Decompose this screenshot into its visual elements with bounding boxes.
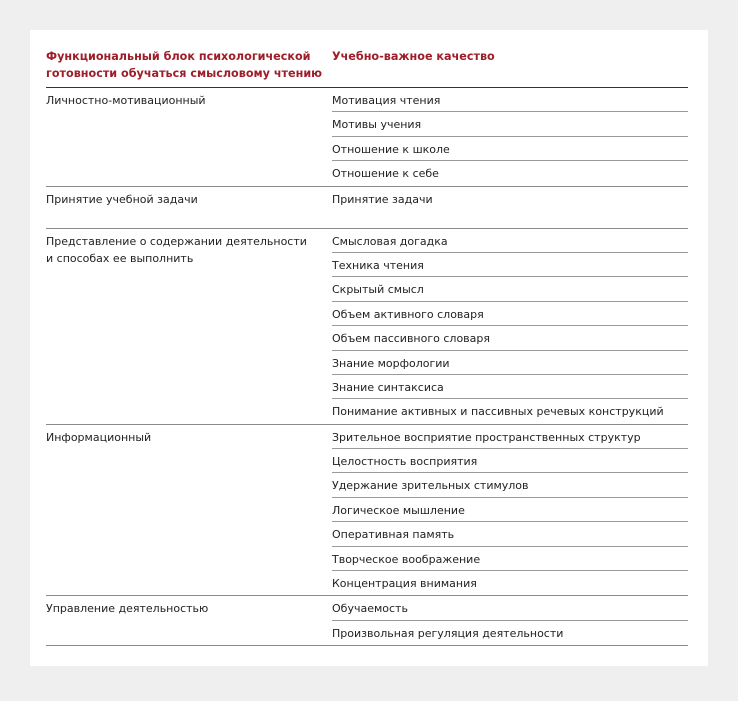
group-items bbox=[332, 187, 688, 228]
list-item: Зрительное восприятие пространственных структур bbox=[332, 425, 688, 449]
group-name: Представление о содержании деятельности и способах ее выполнить bbox=[46, 234, 307, 265]
header-learning-quality: Учебно-важное качество bbox=[332, 50, 495, 63]
table-group bbox=[46, 425, 688, 597]
list-item: Удержание зрительных стимулов bbox=[332, 473, 688, 497]
list-item: Техника чтения bbox=[332, 253, 688, 277]
group-items bbox=[332, 596, 688, 645]
list-item: Отношение к себе bbox=[332, 167, 439, 181]
table-group bbox=[46, 596, 688, 646]
group-items bbox=[332, 229, 688, 424]
list-item: Оперативная память bbox=[332, 522, 688, 546]
list-item: Обучаемость bbox=[332, 596, 688, 620]
group-name: Информационный bbox=[46, 430, 152, 444]
group-name: Принятие учебной задачи bbox=[46, 192, 198, 206]
list-item: Логическое мышление bbox=[332, 498, 688, 522]
list-item: Творческое воображение bbox=[332, 547, 688, 571]
list-item: Целостность восприятия bbox=[332, 449, 688, 473]
table-group bbox=[46, 229, 688, 425]
list-item: Знание синтаксиса bbox=[332, 375, 688, 399]
list-item: Объем активного словаря bbox=[332, 302, 688, 326]
list-item: Скрытый смысл bbox=[332, 277, 688, 301]
list-item: Концентрация внимания bbox=[332, 577, 477, 591]
table-card bbox=[30, 30, 708, 666]
list-item: Произвольная регуляция деятельности bbox=[332, 626, 564, 640]
group-items bbox=[332, 425, 688, 596]
group-name: Личностно-мотивационный bbox=[46, 94, 206, 107]
table-header bbox=[46, 48, 688, 88]
table-group bbox=[46, 187, 688, 229]
list-item: Объем пассивного словаря bbox=[332, 326, 688, 350]
list-item: Принятие задачи bbox=[332, 192, 433, 206]
list-item: Знание морфологии bbox=[332, 351, 688, 375]
list-item: Смысловая догадка bbox=[332, 229, 688, 253]
group-items bbox=[332, 88, 688, 186]
list-item: Понимание активных и пассивных речевых конструкций bbox=[332, 405, 664, 419]
header-functional-block: Функциональный блок психологической готовности обучаться смысловому чтению bbox=[46, 50, 323, 80]
list-item: Мотивация чтения bbox=[332, 88, 688, 112]
list-item: Мотивы учения bbox=[332, 112, 688, 136]
table-group bbox=[46, 88, 688, 187]
list-item: Отношение к школе bbox=[332, 137, 688, 161]
qualities-table bbox=[46, 48, 688, 646]
group-name: Управление деятельностью bbox=[46, 602, 209, 616]
